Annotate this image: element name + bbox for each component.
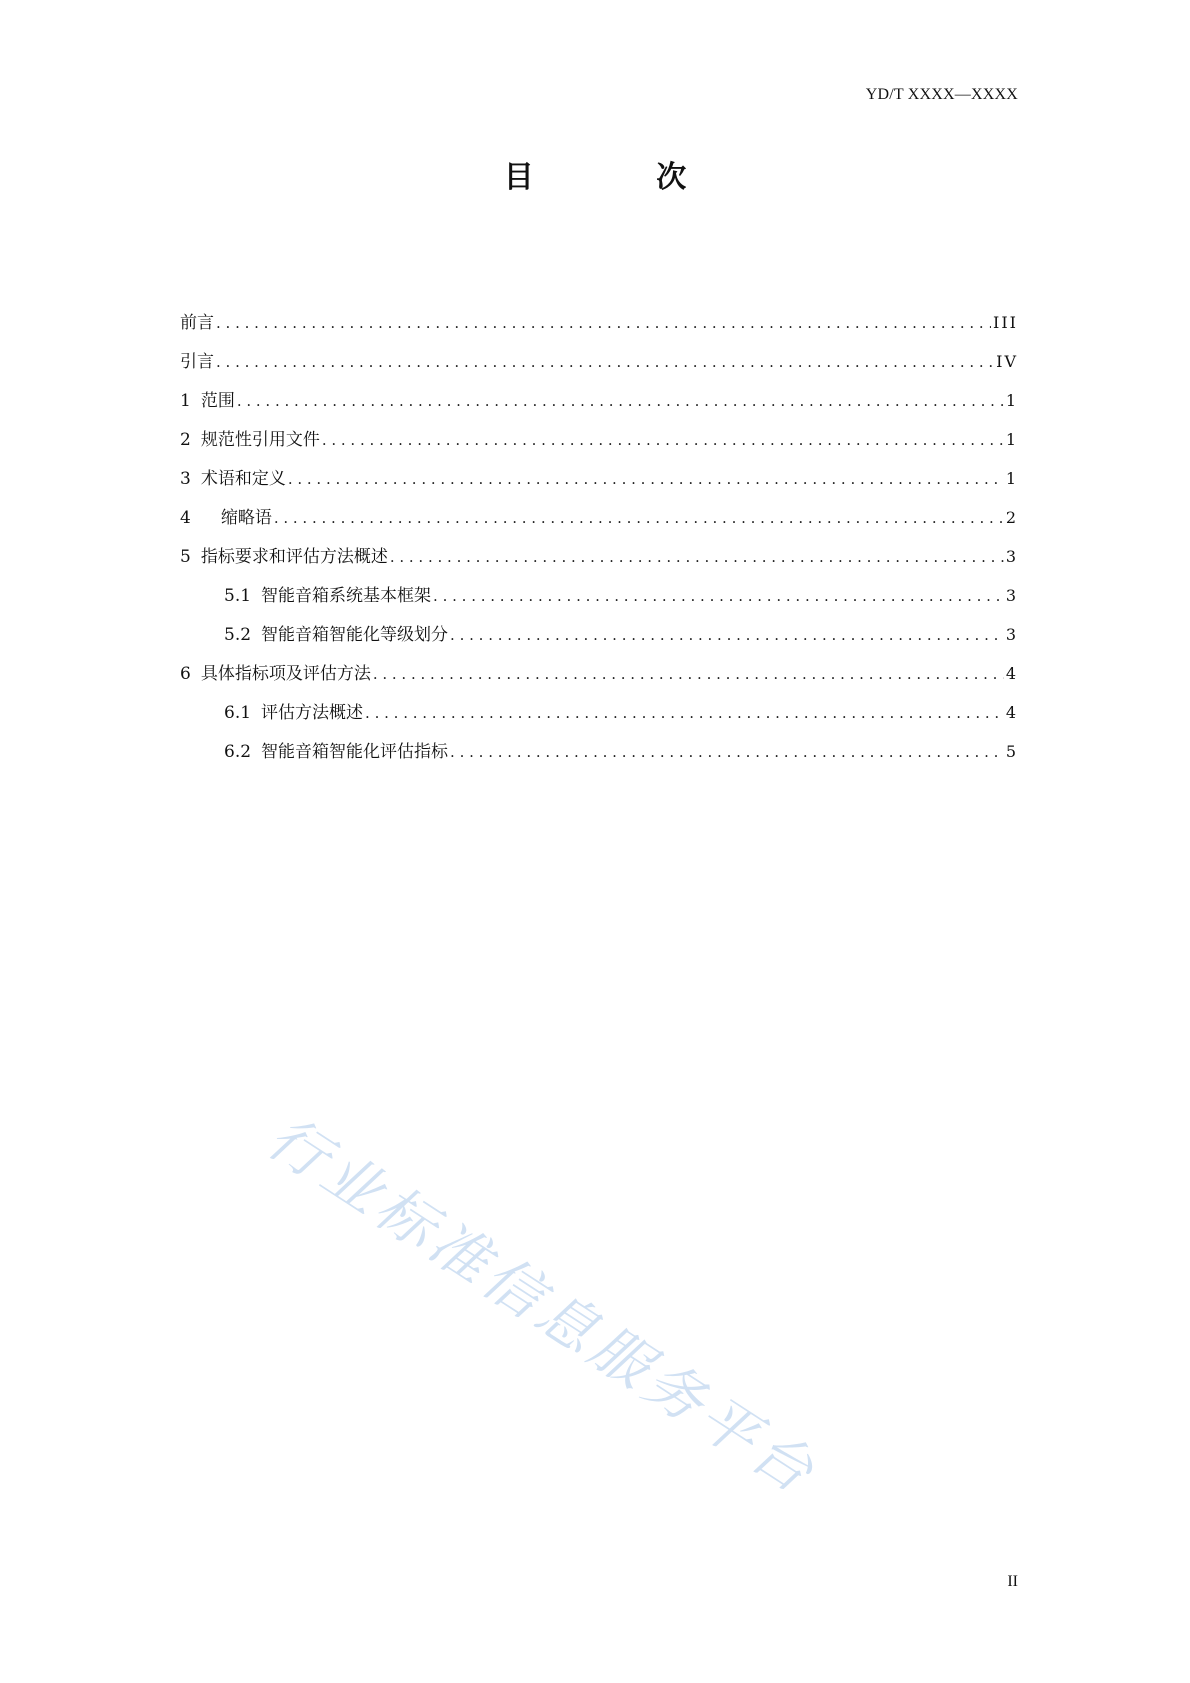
- toc-dot-leader: [237, 382, 1004, 421]
- toc-entry-system-framework[interactable]: [180, 576, 1018, 615]
- toc-entry-page: 3: [1005, 586, 1018, 605]
- toc-entry-page: IV: [996, 352, 1018, 371]
- toc-dot-leader: [450, 616, 1004, 655]
- toc-entry-terms-definitions[interactable]: [180, 459, 1018, 498]
- toc-entry-number: 6.1: [224, 703, 252, 723]
- toc-entry-number: 5.1: [224, 586, 252, 606]
- toc-entry-indicators-methods[interactable]: [180, 654, 1018, 693]
- toc-entry-page: 3: [1005, 547, 1018, 566]
- watermark: 行业标准信息服务平台: [255, 1102, 830, 1509]
- toc-entry-page: 2: [1005, 508, 1018, 527]
- toc-entry-label: 缩略语: [220, 508, 272, 528]
- toc-entry-label: 术语和定义: [200, 469, 286, 489]
- toc-entry-label: 前言: [180, 313, 214, 333]
- toc-entry-abbreviations[interactable]: [180, 498, 1018, 537]
- toc-entry-page: 4: [1005, 703, 1018, 722]
- table-of-contents: [180, 303, 1018, 771]
- toc-entry-label: 引言: [180, 352, 214, 372]
- toc-entry-page: 1: [1005, 469, 1018, 488]
- toc-entry-page: 4: [1005, 664, 1018, 683]
- toc-entry-evaluation-overview[interactable]: [180, 693, 1018, 732]
- toc-entry-evaluation-indicators[interactable]: [180, 732, 1018, 771]
- document-code: YD/T XXXX—XXXX: [865, 86, 1018, 103]
- toc-entry-number: 6.2: [224, 742, 252, 762]
- toc-entry-scope[interactable]: [180, 381, 1018, 420]
- toc-entry-requirements-overview[interactable]: [180, 537, 1018, 576]
- toc-entry-page: 3: [1005, 625, 1018, 644]
- toc-entry-label: 范围: [200, 391, 235, 411]
- toc-dot-leader: [216, 343, 994, 382]
- toc-entry-number: 5: [180, 547, 191, 567]
- toc-dot-leader: [433, 577, 1004, 616]
- toc-entry-number: 4: [180, 508, 191, 528]
- toc-dot-leader: [365, 694, 1004, 733]
- toc-dot-leader: [216, 304, 991, 343]
- toc-entry-page: 1: [1005, 430, 1018, 449]
- toc-entry-label: 智能音箱系统基本框架: [261, 586, 432, 606]
- toc-dot-leader: [274, 499, 1004, 538]
- page-title: 目 次: [503, 160, 743, 195]
- toc-dot-leader: [373, 655, 1004, 694]
- toc-dot-leader: [450, 733, 1004, 772]
- toc-entry-normative-references[interactable]: [180, 420, 1018, 459]
- toc-entry-page: 5: [1005, 742, 1018, 761]
- toc-dot-leader: [288, 460, 1004, 499]
- toc-entry-label: 智能音箱智能化等级划分: [261, 625, 449, 645]
- toc-entry-label: 智能音箱智能化评估指标: [261, 742, 449, 762]
- page-number: II: [1007, 1573, 1018, 1590]
- toc-entry-introduction[interactable]: [180, 342, 1018, 381]
- toc-entry-foreword[interactable]: [180, 303, 1018, 342]
- toc-entry-number: 2: [180, 430, 191, 450]
- toc-entry-number: 5.2: [224, 625, 252, 645]
- toc-entry-page: 1: [1005, 391, 1018, 410]
- toc-entry-label: 指标要求和评估方法概述: [200, 547, 388, 567]
- toc-dot-leader: [390, 538, 1004, 577]
- toc-entry-intelligence-levels[interactable]: [180, 615, 1018, 654]
- toc-entry-label: 具体指标项及评估方法: [200, 664, 371, 684]
- toc-entry-number: 3: [180, 469, 191, 489]
- toc-entry-page: III: [993, 313, 1018, 332]
- toc-entry-number: 1: [180, 391, 191, 411]
- toc-dot-leader: [322, 421, 1004, 460]
- toc-entry-label: 规范性引用文件: [200, 430, 320, 450]
- toc-entry-label: 评估方法概述: [261, 703, 364, 723]
- toc-entry-number: 6: [180, 664, 191, 684]
